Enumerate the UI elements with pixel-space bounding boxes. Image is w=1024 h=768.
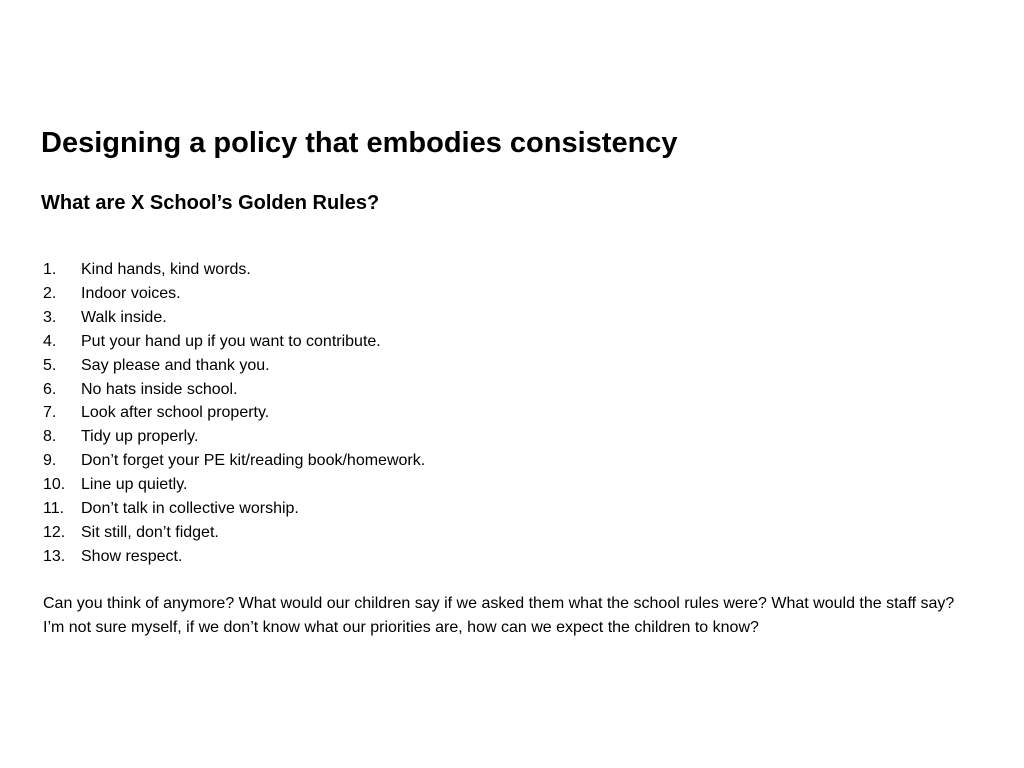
list-item-number: 13. [43, 547, 66, 565]
list-item-text: Don’t talk in collective worship. [81, 500, 299, 518]
list-item-text: Line up quietly. [81, 476, 188, 494]
page-title: Designing a policy that embodies consistency [41, 127, 678, 159]
list-item-text: Tidy up properly. [81, 428, 199, 446]
list-item-number: 9. [43, 452, 57, 470]
list-item [43, 306, 425, 330]
list-item-number: 1. [43, 261, 57, 278]
list-item-text: Sit still, don’t fidget. [81, 523, 219, 541]
list-item [43, 282, 425, 306]
list-item [43, 497, 425, 521]
list-item-text: Kind hands, kind words. [81, 261, 251, 278]
list-item-text: Look after school property. [81, 404, 270, 422]
list-item-number: 10. [43, 476, 66, 494]
list-item [43, 354, 425, 378]
list-item [43, 258, 425, 282]
closing-paragraph: Can you think of anymore? What would our children say if we asked them what the school rules were? What would the staff say? I’m not sure myself, if we don’t know what our priorities are, how can we expect the children to know? [43, 595, 955, 636]
page-subtitle: What are X School’s Golden Rules? [41, 192, 380, 214]
list-item [43, 449, 425, 473]
list-item-number: 2. [43, 284, 57, 302]
list-item-text: Don’t forget your PE kit/reading book/homework. [81, 452, 426, 470]
list-item [43, 521, 425, 545]
list-item-number: 11. [43, 500, 65, 518]
list-item [43, 330, 425, 354]
list-item-text: Show respect. [81, 547, 183, 565]
list-item-number: 5. [43, 356, 57, 374]
list-item-text: No hats inside school. [81, 380, 238, 398]
list-item [43, 378, 425, 402]
golden-rules-list [43, 258, 425, 569]
list-item-text: Walk inside. [81, 308, 167, 326]
list-item [43, 401, 425, 425]
list-item [43, 473, 425, 497]
list-item-number: 12. [43, 523, 66, 541]
list-item-text: Indoor voices. [81, 284, 181, 302]
list-item-text: Put your hand up if you want to contribute. [81, 332, 381, 350]
list-item [43, 425, 425, 449]
list-item [43, 545, 425, 569]
list-item-number: 3. [43, 308, 57, 326]
list-item-text: Say please and thank you. [81, 356, 270, 374]
list-item-number: 7. [43, 404, 57, 422]
list-item-number: 8. [43, 428, 57, 446]
list-item-number: 4. [43, 332, 57, 350]
list-item-number: 6. [43, 380, 57, 398]
